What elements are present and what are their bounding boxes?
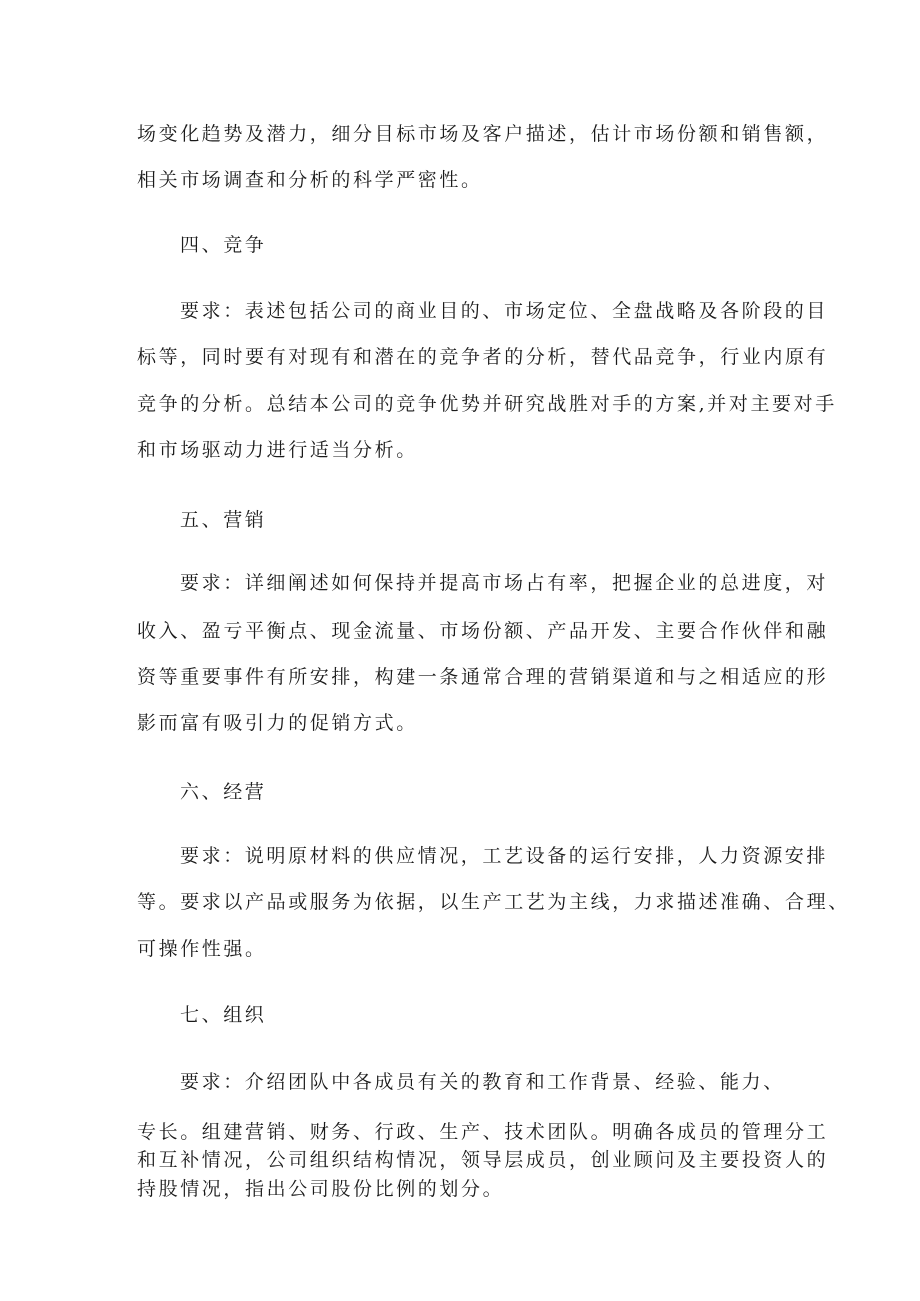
paragraph-line: 要求：表述包括公司的商业目的、市场定位、全盘战略及各阶段的目 — [180, 300, 829, 322]
intro-line: 场变化趋势及潜力，细分目标市场及客户描述，估计市场份额和销售额， — [137, 123, 829, 145]
paragraph-line: 竞争的分析。总结本公司的竞争优势并研究战胜对手的方案,并对主要对手 — [137, 393, 837, 415]
paragraph-line: 专长。组建营销、财务、行政、生产、技术团队。明确各成员的管理分工 — [137, 1121, 829, 1143]
paragraph-line: 资等重要事件有所安排，构建一条通常合理的营销渠道和与之相适应的形 — [137, 666, 829, 688]
paragraph-line: 和互补情况，公司组织结构情况，领导层成员，创业顾问及主要投资人的 — [137, 1149, 829, 1171]
paragraph-line: 和市场驱动力进行适当分析。 — [137, 439, 418, 461]
section-heading-organization: 七、组织 — [180, 1004, 267, 1026]
intro-line: 相关市场调查和分析的科学严密性。 — [137, 169, 483, 191]
paragraph-line: 等。要求以产品或服务为依据，以生产工艺为主线，力求描述准确、合理、 — [137, 891, 850, 913]
paragraph-line: 影而富有吸引力的促销方式。 — [137, 712, 418, 734]
paragraph-line: 要求：详细阐述如何保持并提高市场占有率，把握企业的总进度，对 — [180, 572, 829, 594]
paragraph-line: 要求：介绍团队中各成员有关的教育和工作背景、经验、能力、 — [180, 1071, 785, 1093]
paragraph-line: 收入、盈亏平衡点、现金流量、市场份额、产品开发、主要合作伙伴和融 — [137, 620, 829, 642]
paragraph-line: 标等，同时要有对现有和潜在的竞争者的分析，替代品竞争，行业内原有 — [137, 346, 829, 368]
paragraph-line: 要求：说明原材料的供应情况，工艺设备的运行安排，人力资源安排 — [180, 845, 829, 867]
section-heading-competition: 四、竞争 — [180, 234, 267, 256]
section-heading-operations: 六、经营 — [180, 781, 267, 803]
section-heading-marketing: 五、营销 — [180, 509, 267, 531]
paragraph-line: 可操作性强。 — [137, 938, 267, 960]
paragraph-line: 持股情况，指出公司股份比例的划分。 — [137, 1178, 505, 1200]
